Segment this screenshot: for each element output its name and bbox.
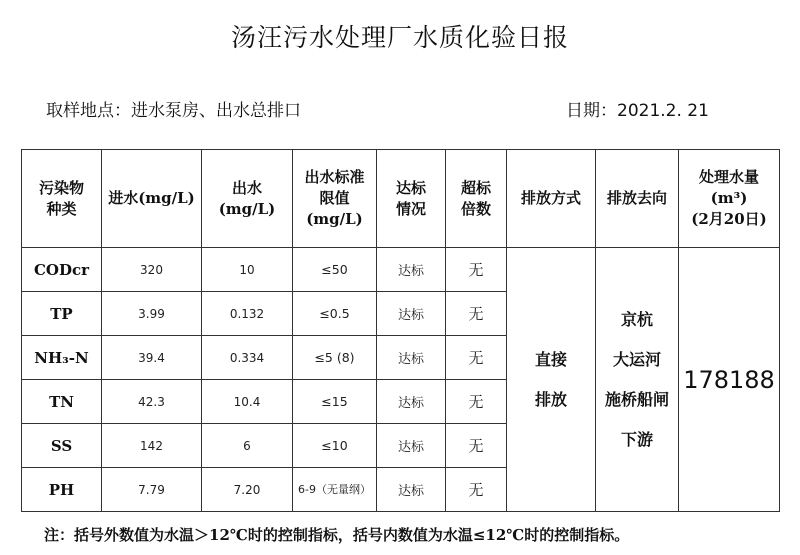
header-status-line1: 达标	[395, 178, 426, 197]
volume-cell: 178188	[679, 248, 780, 512]
status-cell: 达标	[377, 468, 446, 512]
exceed-cell: 无	[446, 336, 507, 380]
header-exceed-line1: 超标	[460, 178, 491, 197]
header-standard	[293, 150, 377, 248]
status-cell: 达标	[377, 248, 446, 292]
header-discharge-destination: 排放去向	[596, 150, 679, 248]
status-cell: 达标	[377, 336, 446, 380]
header-outflow-line1: 出水	[231, 178, 262, 197]
exceed-cell: 无	[446, 424, 507, 468]
header-pollutant-line2: 种类	[46, 199, 77, 218]
table-row	[22, 248, 780, 292]
outflow-cell: 6	[202, 424, 293, 468]
outflow-cell: 10	[202, 248, 293, 292]
discharge-method-cell	[507, 248, 596, 512]
inflow-cell: 42.3	[102, 380, 202, 424]
outflow-cell: 10.4	[202, 380, 293, 424]
footnote: 注：括号外数值为水温＞12℃时的控制指标，括号内数值为水温≤12℃时的控制指标。	[44, 526, 630, 544]
pollutant-cell: TN	[22, 380, 102, 424]
outflow-cell: 0.334	[202, 336, 293, 380]
header-standard-line2: 限值	[319, 189, 350, 207]
water-quality-table	[21, 149, 780, 512]
destination-line1: 京杭	[620, 309, 653, 329]
header-status	[377, 150, 446, 248]
header-exceed-line2: 倍数	[460, 199, 491, 218]
destination-line3: 施桥船闸	[604, 389, 669, 409]
header-exceed	[446, 150, 507, 248]
exceed-cell: 无	[446, 248, 507, 292]
discharge-destination-cell	[596, 248, 679, 512]
inflow-cell: 7.79	[102, 468, 202, 512]
discharge-method-line1: 直接	[534, 349, 567, 369]
header-outflow-line2: (mg/L)	[218, 199, 276, 218]
destination-line2: 大运河	[612, 349, 661, 369]
inflow-cell: 3.99	[102, 292, 202, 336]
header-volume	[679, 150, 780, 248]
pollutant-cell: SS	[22, 424, 102, 468]
header-volume-line3: (2月20日)	[691, 210, 767, 228]
sampling-location: 取样地点：进水泵房、出水总排口	[46, 101, 301, 121]
inflow-cell: 320	[102, 248, 202, 292]
header-row	[22, 150, 780, 248]
destination-line4: 下游	[620, 429, 653, 449]
pollutant-cell: PH	[22, 468, 102, 512]
status-cell: 达标	[377, 380, 446, 424]
header-outflow	[202, 150, 293, 248]
standard-cell: ≤0.5	[293, 292, 377, 336]
header-discharge-method: 排放方式	[507, 150, 596, 248]
header-volume-line2: (m³)	[710, 189, 748, 207]
inflow-cell: 39.4	[102, 336, 202, 380]
discharge-method-line2: 排放	[534, 389, 567, 409]
standard-cell: ≤5 (8)	[293, 336, 377, 380]
standard-cell: ≤15	[293, 380, 377, 424]
standard-cell: ≤50	[293, 248, 377, 292]
outflow-cell: 0.132	[202, 292, 293, 336]
exceed-cell: 无	[446, 380, 507, 424]
pollutant-cell: CODcr	[22, 248, 102, 292]
inflow-cell: 142	[102, 424, 202, 468]
pollutant-cell: TP	[22, 292, 102, 336]
exceed-cell: 无	[446, 468, 507, 512]
outflow-cell: 7.20	[202, 468, 293, 512]
header-volume-line1: 处理水量	[698, 168, 759, 186]
header-pollutant-line1: 污染物	[38, 178, 84, 197]
report-title: 汤汪污水处理厂水质化验日报	[230, 23, 569, 52]
header-standard-line1: 出水标准	[304, 168, 365, 186]
header-inflow: 进水(mg/L)	[102, 150, 202, 248]
standard-cell: ≤10	[293, 424, 377, 468]
header-pollutant	[22, 150, 102, 248]
standard-cell: 6-9（无量纲）	[293, 468, 377, 512]
header-standard-line3: (mg/L)	[306, 210, 363, 228]
exceed-cell: 无	[446, 292, 507, 336]
status-cell: 达标	[377, 292, 446, 336]
status-cell: 达标	[377, 424, 446, 468]
header-status-line2: 情况	[395, 199, 426, 218]
pollutant-cell: NH₃-N	[22, 336, 102, 380]
report-date: 日期：2021.2. 21	[566, 101, 709, 121]
